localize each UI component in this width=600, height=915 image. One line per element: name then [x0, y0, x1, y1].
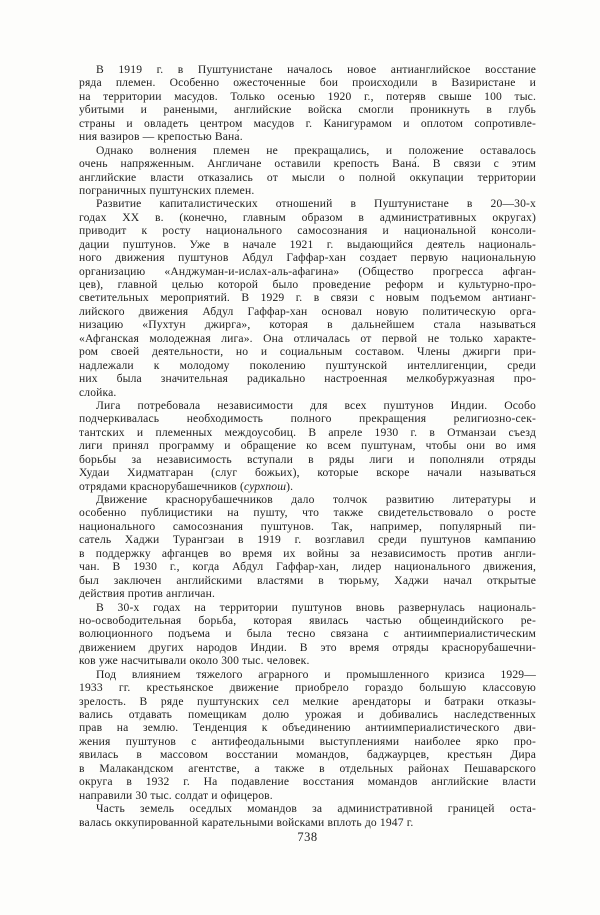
text-line: тантских и племенных междоусобиц. В апреле 1930 г. в Отманзаи съезд	[79, 425, 536, 439]
text-line: в поддержку афганцев во время их войны за независимость против англи-	[79, 546, 536, 560]
paragraph	[79, 668, 536, 802]
text-line: цев), главной целью которой было проведение реформ и культурно-про-	[79, 278, 536, 291]
text-line: направили 30 тыс. солдат и офицеров.	[79, 788, 273, 802]
paragraph	[79, 493, 536, 601]
text-line: на территории масудов. Только осенью 1920 г., потеряв свыше 100 тыс.	[79, 89, 536, 103]
text-line: явилась в массовом восстании момандов, баджаурцев, крестьян Дира	[79, 748, 536, 762]
text-line: зрелость. В ряде пуштунских сел мелкие арендаторы и батраки отказы-	[79, 694, 536, 708]
text-line: В 30-х годах на территории пуштунов вновь развернулась националь-	[96, 600, 536, 614]
italic-term: сурхпош	[243, 479, 287, 493]
text-line: приводит к росту национального самосознания и национальной консоли-	[79, 224, 536, 238]
text-line: надлежали к молодому поколению пуштунской интеллигенции, среди	[79, 358, 536, 372]
text-line: движением других народов Индии. В это время отряды краснорубашечни-	[79, 640, 536, 654]
page-number: 738	[297, 830, 318, 844]
text-line: ния вазиров — крепостью Вана́.	[79, 130, 243, 144]
text-line: но-освободительная борьба, которая явилась частью общеиндийского ре-	[79, 613, 536, 627]
paragraph	[79, 197, 536, 399]
text-line: прав на землю. Тенденция к объединению антиимпериалистического дви-	[79, 721, 536, 735]
text-line: чан. В 1930 г., когда Абдул Гаффар-хан, лидер национального движения,	[79, 560, 536, 574]
text-line: особенно публицистики на пушту, что также свидетельствовало о росте	[79, 506, 536, 520]
text-line: английские власти отказались от мысли о полной оккупации территории	[79, 170, 536, 184]
text-line: национального самосознания пуштунов. Так, например, популярный пи-	[79, 519, 536, 533]
text-line: Однако волнения племен не прекращались, и положение оставалось	[96, 143, 536, 157]
text-line: страны и овладеть центром масудов г. Канигурамом и оплотом сопротивле-	[79, 116, 536, 130]
text-line: 1933 гг. крестьянское движение приобрело гораздо большую классовую	[79, 681, 536, 695]
text-line: дации пуштунов. Уже в начале 1921 г. выдающийся деятель националь-	[79, 237, 536, 251]
text-line: Худаи Хидматгаран (слуг божьих), которые вскоре начали называться	[79, 466, 536, 480]
text-line: Движение краснорубашечников дало толчок развитию литературы и	[96, 493, 536, 506]
text-line: действия против англичан.	[79, 587, 215, 601]
paragraph	[79, 399, 536, 493]
text-line: отрядами краснорубашечников (сурхпош).	[79, 479, 294, 493]
text-line: был заключен английскими властями в тюрьму, Хаджи начал открытые	[79, 573, 536, 587]
text-line: Лига потребовала независимости для всех пуштунов Индии. Особо	[96, 398, 536, 412]
text-line: убитыми и ранеными, английские войска смогли проникнуть в глубь	[79, 103, 536, 117]
text-line: лийского движения Абдул Гаффар-хан основал новую политическую орга-	[79, 304, 536, 318]
text-line: округа в 1932 г. На подавление восстания момандов английские власти	[79, 775, 536, 789]
paragraph	[79, 144, 536, 198]
text-line: светительных мероприятий. В 1929 г. в связи с новым подъемом антианг-	[79, 291, 536, 305]
text-line: вались отдавать помещикам долю урожая и добивались наследственных	[79, 708, 536, 721]
text-line: слойка.	[79, 385, 117, 399]
text-line: Развитие капиталистических отношений в Пуштунистане в 20—30-х	[96, 197, 536, 211]
text-line: годах XX в. (конечно, главным образом в административных округах)	[79, 210, 536, 224]
text-line: ром своей деятельности, но и социальным составом. Члены джирги при-	[79, 345, 536, 359]
paragraph	[79, 63, 536, 144]
paragraph	[79, 802, 536, 829]
text-line: «Афганская молодежная лига». Она отличалась от первой не только характе-	[79, 331, 536, 345]
text-line: пограничных пуштунских племен.	[79, 183, 255, 197]
paragraph	[79, 601, 536, 668]
text-line: очень напряженным. Англичане оставили крепость Вана́. В связи с этим	[79, 157, 536, 171]
text-block	[79, 63, 536, 829]
text-line: низацию «Пухтун джирга», которая в дальнейшем стала называться	[79, 318, 536, 332]
text-line: жения пуштунов с антифеодальными выступлениями наиболее ярко про-	[79, 734, 536, 748]
text-line: организацию «Анджуман-и-ислах-аль-афагина» (Общество прогресса афган-	[79, 264, 536, 278]
text-line: ков уже насчитывали около 300 тыс. человек.	[79, 654, 310, 668]
text-line: борьбы за независимость вступали в ряды лиги и пополняли отряды	[79, 452, 536, 466]
text-line: ряда племен. Особенно ожесточенные бои происходили в Вазиристане и	[79, 76, 536, 90]
text-line: Под влиянием тяжелого аграрного и промышленного кризиса 1929—	[96, 667, 536, 681]
text-line: валась оккупированной карательными войсками вплоть до 1947 г.	[79, 815, 414, 829]
text-line: сатель Хаджи Турангзаи в 1919 г. возглавил среди пуштунов кампанию	[79, 533, 536, 547]
text-line: В 1919 г. в Пуштунистане началось новое антианглийское восстание	[96, 63, 536, 76]
text-line: лиги принял программу и обращение ко всем пуштунам, чтобы они во имя	[79, 439, 536, 453]
text-line: Часть земель оседлых момандов за административной границей оста-	[96, 802, 536, 816]
text-line: подчеркивалась необходимость полного прекращения религиозно-сек-	[79, 412, 536, 426]
text-line: них была значительная радикально настроенная мелкобуржуазная про-	[79, 372, 536, 386]
text-line: в Малакандском агентстве, а также в отдельных районах Пешаварского	[79, 761, 536, 775]
text-line: волюционного подъема и была тесно связана с антиимпериалистическим	[79, 627, 536, 641]
text-line: ного движения пуштунов Абдул Гаффар-хан создает первую национальную	[79, 251, 536, 265]
